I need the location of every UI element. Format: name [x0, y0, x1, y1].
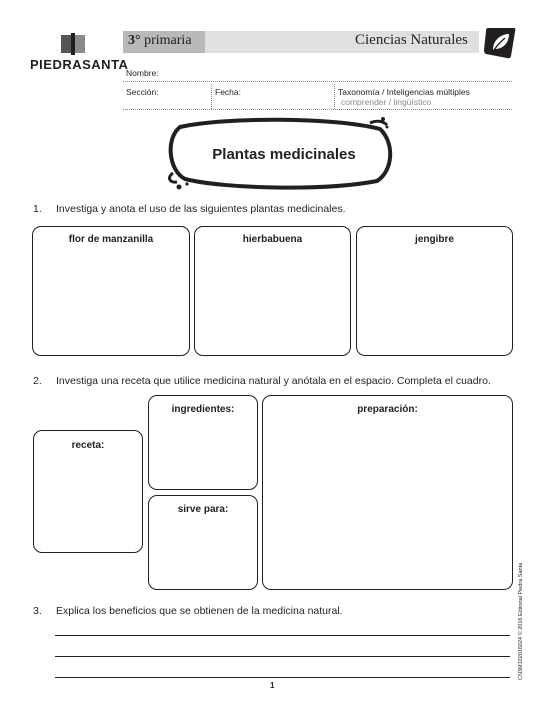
seccion-line: [123, 109, 512, 110]
subject-title: Ciencias Naturales: [355, 32, 468, 48]
preparacion-box[interactable]: [262, 395, 513, 590]
question-number: 3.: [33, 605, 42, 617]
question-number: 2.: [33, 375, 42, 387]
box-label: jengibre: [415, 234, 454, 245]
receta-box[interactable]: [33, 430, 143, 553]
copyright-code: CN3M102016024 © 2016 Editorial Piedra Santa: [518, 562, 524, 680]
taxonomy-label: Taxonomía / Inteligencias múltiples: [338, 87, 470, 97]
leaf-icon: [483, 26, 517, 60]
ingredientes-box[interactable]: [148, 395, 258, 490]
question-number: 1.: [33, 203, 42, 215]
nombre-label: Nombre:: [126, 68, 159, 78]
jengibre-box[interactable]: [356, 226, 513, 356]
nombre-line[interactable]: [123, 81, 512, 82]
taxonomy-values: comprender / lingüístico: [341, 97, 432, 107]
box-label: sirve para:: [177, 504, 229, 515]
field-divider: [334, 84, 335, 109]
question-2: [33, 375, 491, 387]
answer-line[interactable]: [55, 677, 510, 678]
question-text: Investiga y anota el uso de las siguientes plantas medicinales.: [56, 203, 346, 215]
box-label: hierbabuena: [242, 234, 303, 245]
page-number: 1: [270, 681, 275, 690]
answer-line[interactable]: [55, 635, 510, 636]
manzanilla-box[interactable]: [32, 226, 190, 356]
question-text: Investiga una receta que utilice medicina natural y anótala en el espacio. Completa el cuadro.: [56, 375, 491, 387]
box-label: flor de manzanilla: [68, 234, 154, 245]
book-logo-icon: [58, 33, 88, 55]
fecha-label: Fecha:: [215, 87, 241, 97]
page-title: Plantas medicinales: [212, 146, 356, 163]
box-label: ingredientes:: [171, 404, 235, 415]
question-text: Explica los beneficios que se obtienen de la medicina natural.: [56, 605, 343, 617]
grade-label: [128, 33, 192, 49]
question-1: [33, 203, 346, 215]
grade-word: primaria: [144, 33, 192, 48]
grade-number: 3°: [128, 33, 141, 48]
box-label: receta:: [71, 440, 105, 451]
hierbabuena-box[interactable]: [194, 226, 351, 356]
seccion-label: Sección:: [126, 87, 159, 97]
question-3: [33, 605, 343, 617]
answer-line[interactable]: [55, 656, 510, 657]
publisher-logo-text: PIEDRASANTA: [30, 57, 129, 72]
box-label: preparación:: [357, 404, 418, 415]
sirve-para-box[interactable]: [148, 495, 258, 590]
field-divider: [211, 84, 212, 109]
